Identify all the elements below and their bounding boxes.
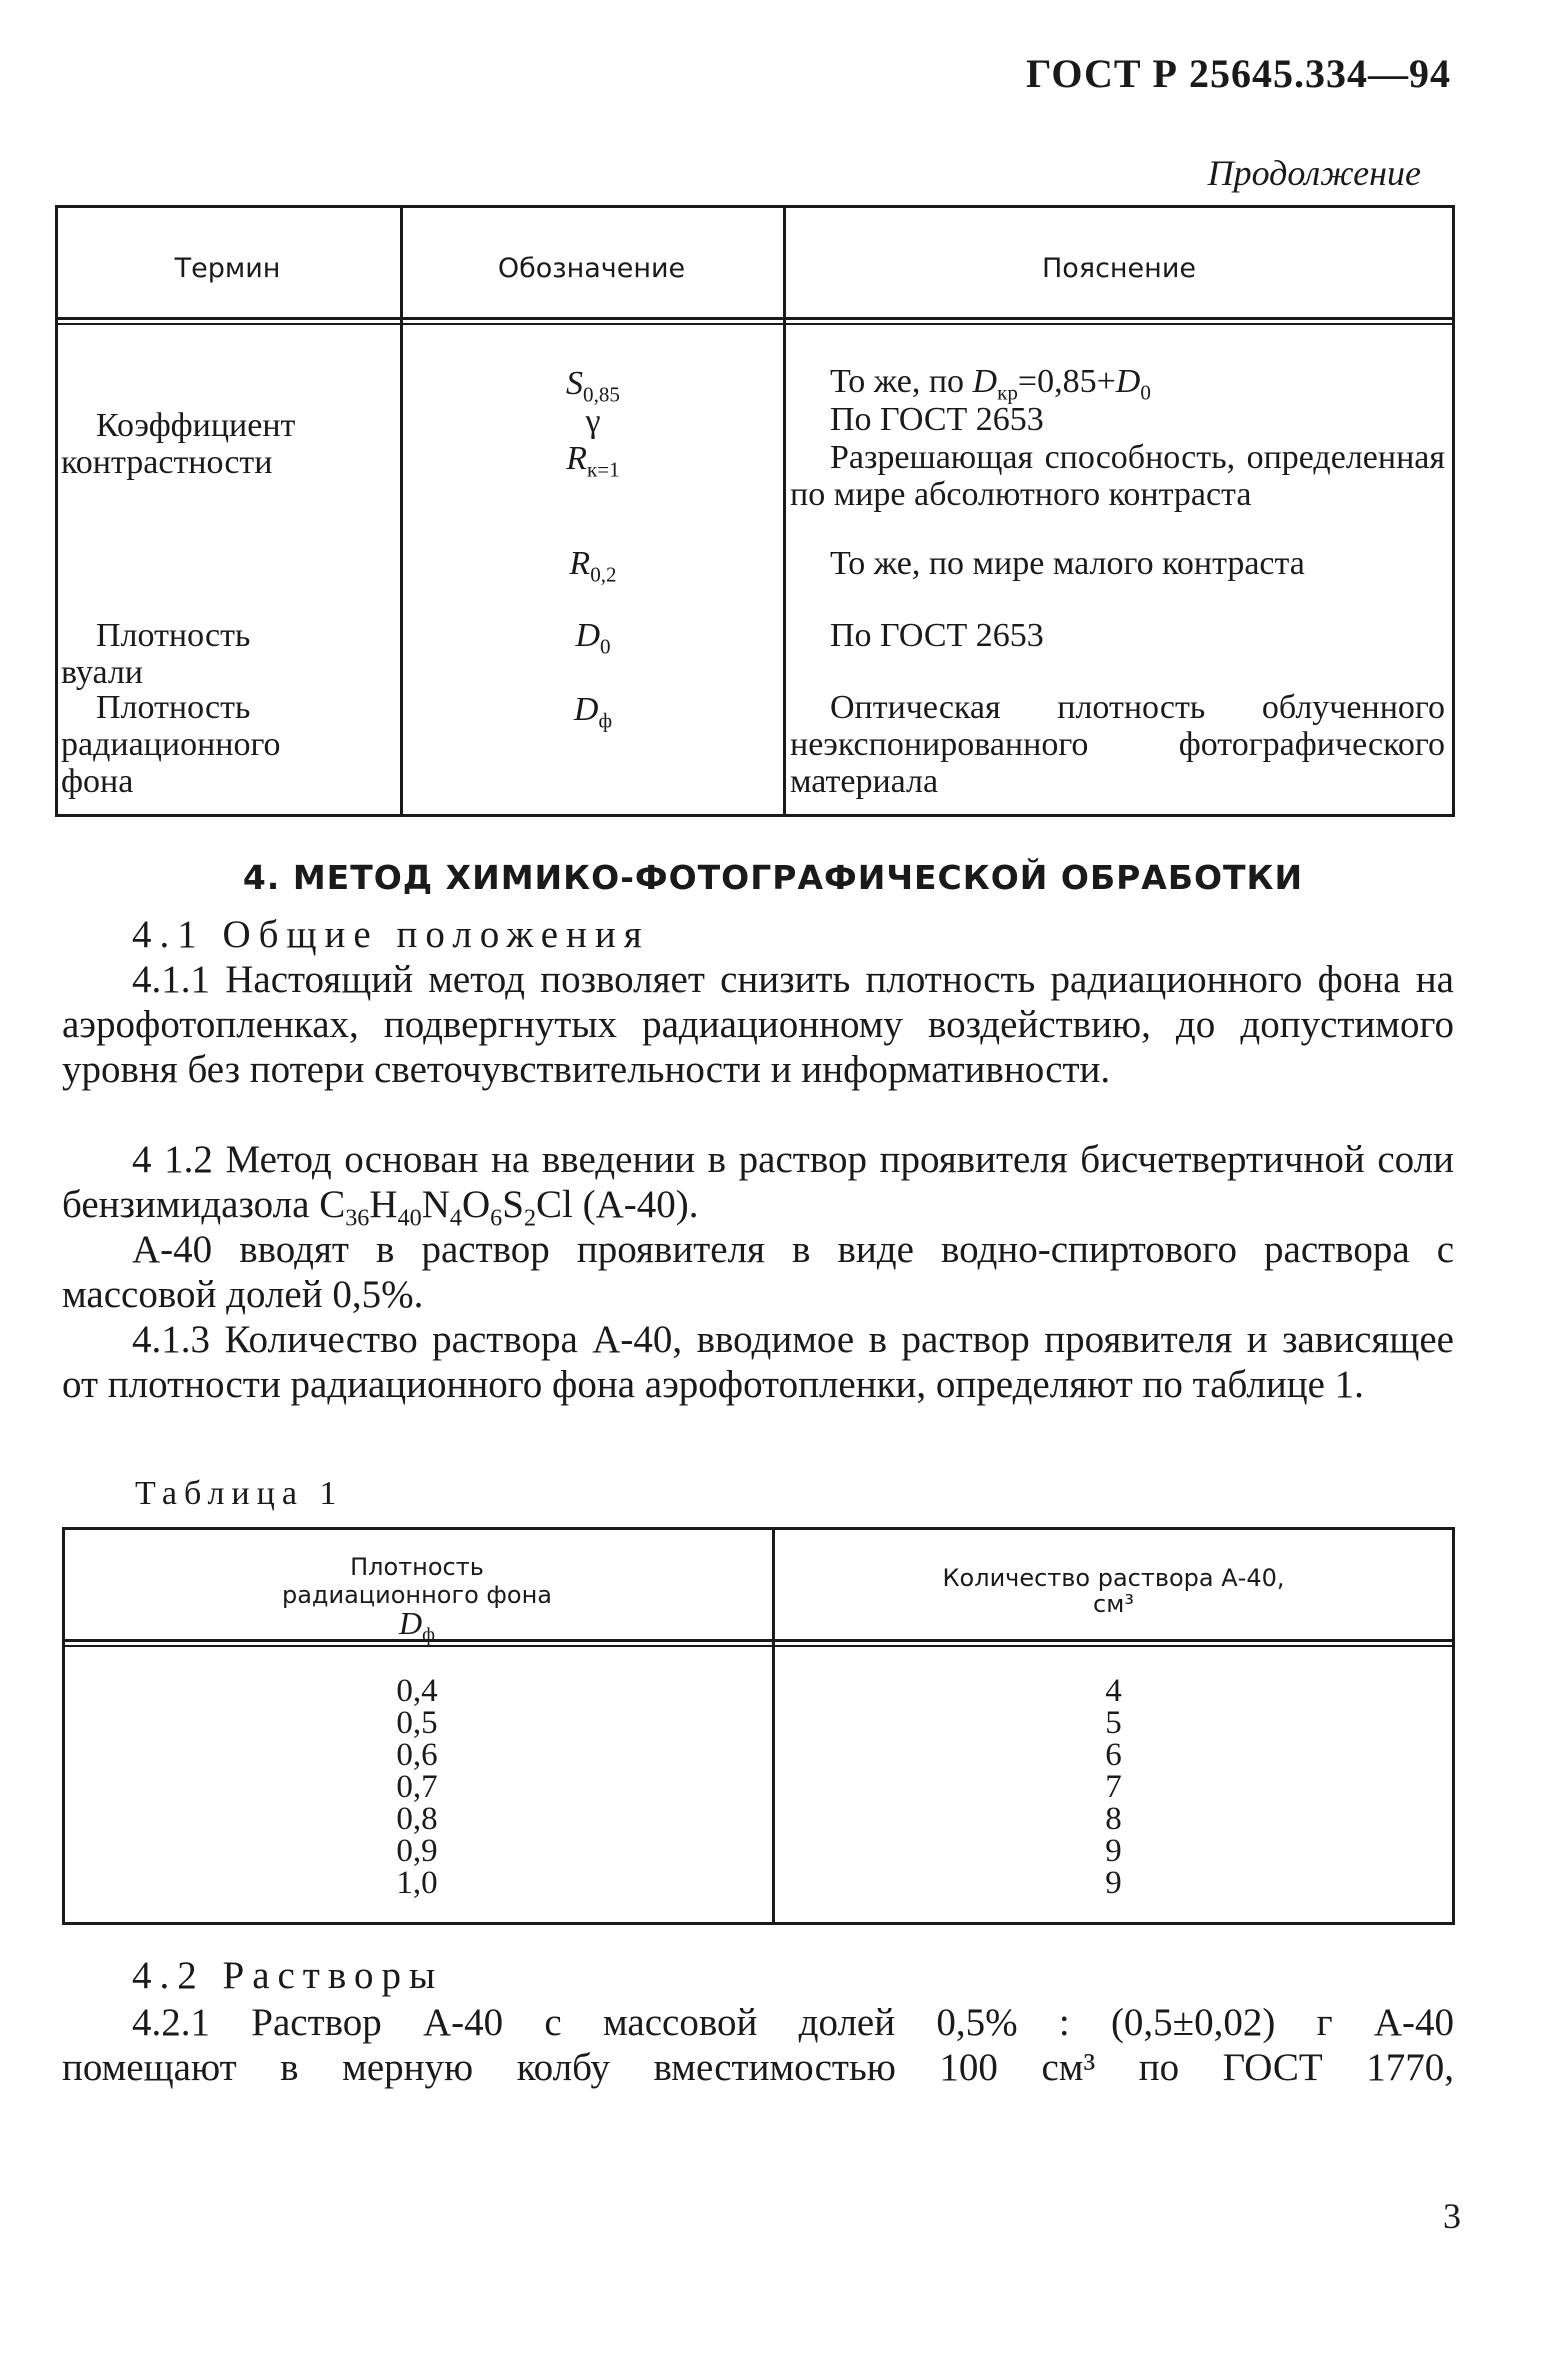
note-gamma: По ГОСТ 2653 — [830, 401, 1044, 438]
table-1-col-density — [62, 1553, 772, 1649]
table-1-amount-cell: 6 — [1105, 1737, 1122, 1773]
continuation-label: Продолжение — [1207, 153, 1421, 193]
formula-a40: $C_{36}H_{40}N_4O_6S_2Cl$ — [319, 1183, 573, 1232]
table-1-label: Таблица 1 — [135, 1475, 344, 1512]
table-1-col-amount — [772, 1565, 1455, 1617]
term-contrast: Коэффициент контрастности — [61, 407, 296, 481]
note-s085: То же, по $D_{кр}=0,85+D_0$ — [830, 363, 1151, 405]
section-4-title: 4. МЕТОД ХИМИКО-ФОТОГРАФИЧЕСКОЙ ОБРАБОТКИ — [242, 858, 1304, 897]
symbol-r02: $R_{0,2}$ — [569, 545, 617, 587]
table-1-density-cell: 0,9 — [396, 1833, 438, 1869]
symbol-dph: $D_ф$ — [573, 691, 613, 733]
table-1 — [62, 1527, 1455, 1925]
table-1-amount-cell: 9 — [1105, 1865, 1122, 1901]
table-1-density-cell: 0,8 — [396, 1801, 438, 1837]
term-fog: Плотность вуали — [61, 617, 251, 691]
table-1-density-cell: 0,7 — [396, 1769, 438, 1805]
note-d0: По ГОСТ 2653 — [830, 617, 1044, 654]
note-rk1: Разрешающая способность, определенная по мире абсолютного контраста — [790, 439, 1445, 513]
symbol-d0: $D_0$ — [575, 617, 611, 659]
table-1-density-cell: 1,0 — [396, 1865, 438, 1901]
symbol-gamma: γ — [585, 403, 601, 440]
note-r02: То же, по мире малого контраста — [830, 545, 1305, 582]
table-1-amount-column — [772, 1675, 1455, 1899]
col-header-note: Пояснение — [1042, 253, 1196, 284]
table-1-col-amount-l1: Количество раствора А-40, — [942, 1564, 1285, 1592]
table-1-col-amount-l2: см³ — [1093, 1590, 1134, 1618]
table-1-density-cell: 0,5 — [396, 1705, 438, 1741]
subsection-4-1: 4.1 Общие положения — [132, 913, 650, 956]
table-1-col-density-l2: радиационного фона — [281, 1581, 553, 1609]
table-1-amount-cell: 8 — [1105, 1801, 1122, 1837]
col-header-term: Термин — [174, 253, 281, 284]
col-header-symbol: Обозначение — [497, 253, 686, 284]
table-1-density-column — [62, 1675, 772, 1899]
paragraph-4-2-1a: 4.2.1 Раствор А-40 с массовой долей 0,5% : (0,5±0,02) г А-40 — [132, 2001, 1454, 2044]
table-1-density-cell: 0,4 — [396, 1673, 438, 1709]
subsection-4-2: 4.2 Растворы — [132, 1954, 444, 1997]
terms-table — [55, 205, 1455, 817]
table-1-col-density-l1: Плотность — [350, 1553, 484, 1581]
table-1-amount-cell: 4 — [1105, 1673, 1122, 1709]
table-1-density-cell: 0,6 — [396, 1737, 438, 1773]
table-1-col-density-symbol: $D_ф$ — [399, 1605, 435, 1646]
paragraph-4-1-2 — [62, 1137, 1454, 1240]
table-1-amount-cell: 9 — [1105, 1833, 1122, 1869]
page-number: 3 — [1443, 2196, 1461, 2236]
table-1-amount-cell: 7 — [1105, 1769, 1122, 1805]
paragraph-4-1-2b: А-40 вводят в раствор проявителя в виде водно-спиртового раствора с массовой долей 0,5%. — [62, 1228, 1454, 1316]
paragraph-4-1-1: 4.1.1 Настоящий метод позволяет снизить плотность радиационного фона на аэрофотопленках, подвергнутых радиационному воздействию, до допустимого уровня без потери светочувствительности и информативности. — [62, 958, 1454, 1091]
paragraph-4-1-3: 4.1.3 Количество раствора А-40, вводимое в раствор проявителя и зависящее от плотности радиационного фона аэрофотопленки, определяют по таблице 1. — [62, 1318, 1454, 1406]
symbol-rk1: $R_{к=1}$ — [566, 440, 620, 482]
term-radiation: Плотность радиационного фона — [61, 689, 281, 800]
paragraph-4-2-1b: помещают в мерную колбу вместимостью 100 см³ по ГОСТ 1770, — [62, 2046, 1454, 2089]
paragraph-4-1-2-tail: (А-40). — [582, 1183, 699, 1226]
paragraph-4-1-2-text: 4 1.2 Метод основан на введении в раствор проявителя бисчетвертичной соли бензимидазола — [62, 1138, 1454, 1226]
note-dph: Оптическая плотность облученного неэкспонированного фотографического материала — [790, 689, 1445, 800]
standard-header: ГОСТ Р 25645.334—94 — [1025, 51, 1451, 96]
table-1-amount-cell: 5 — [1105, 1705, 1122, 1741]
symbol-s085: $S_{0,85}$ — [566, 365, 620, 407]
